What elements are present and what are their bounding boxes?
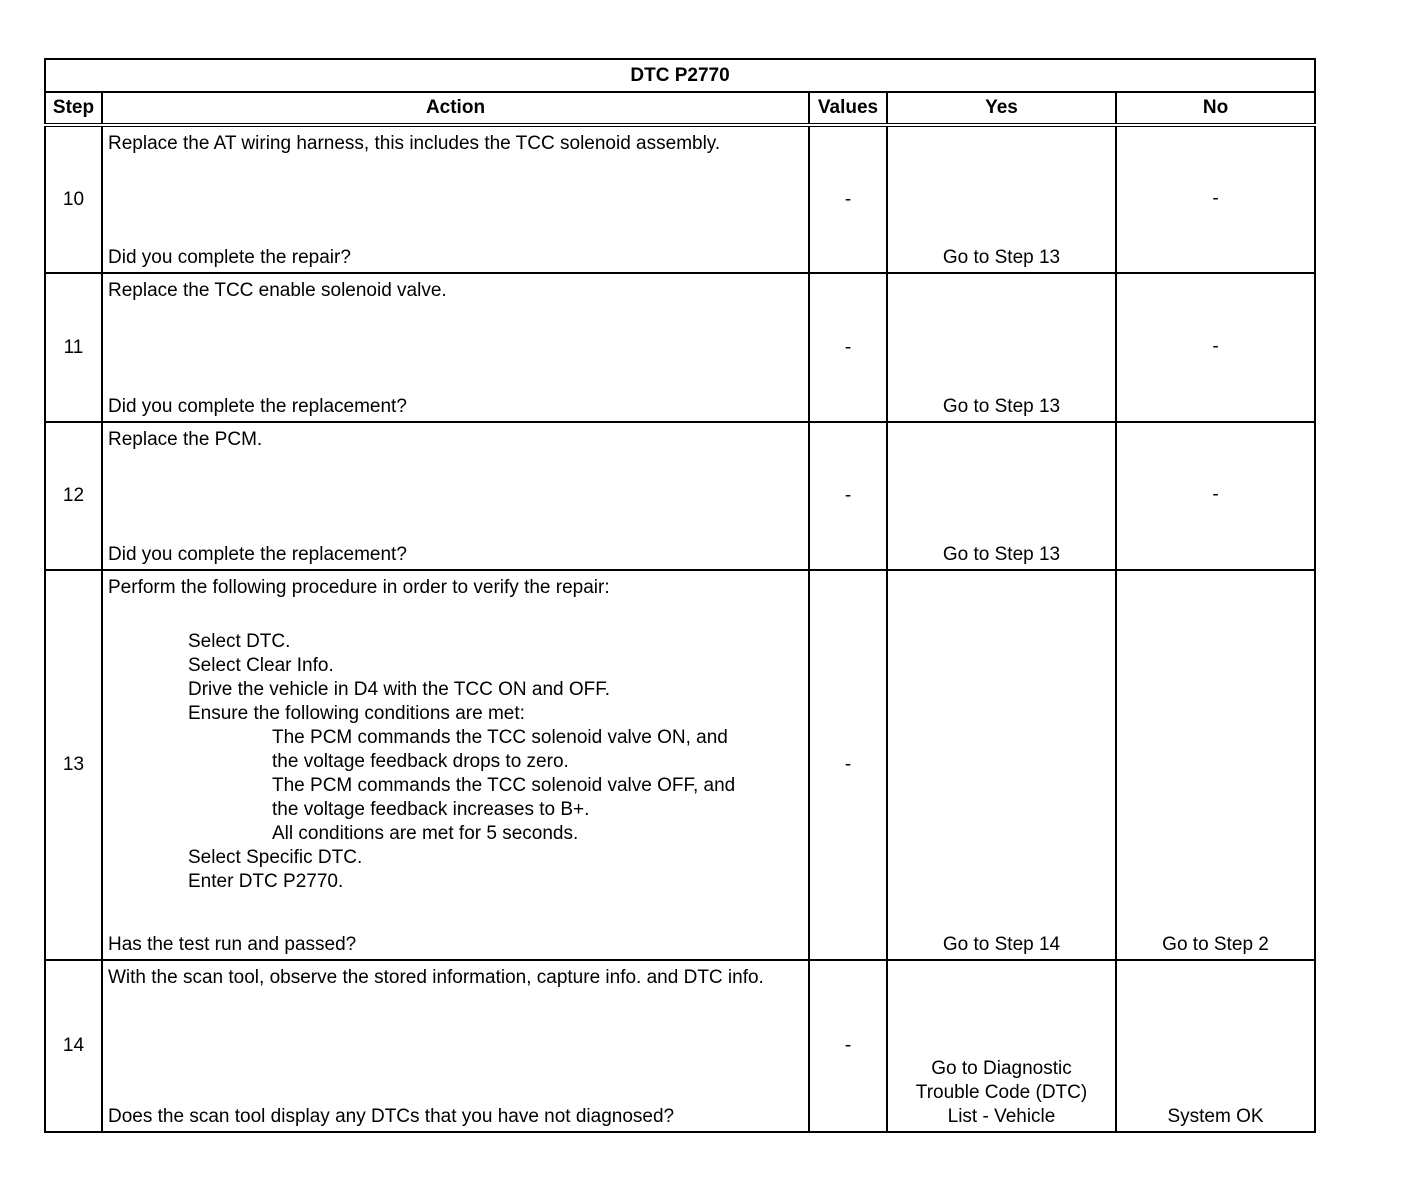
action-question: Does the scan tool display any DTCs that you have not diagnosed?	[108, 1106, 675, 1127]
action-question: Did you complete the replacement?	[108, 544, 407, 565]
yes-line: List - Vehicle	[947, 1106, 1056, 1127]
values-cell: -	[809, 960, 887, 1132]
no-cell: Go to Step 2	[1116, 570, 1315, 960]
action-question: Has the test run and passed?	[108, 934, 357, 955]
action-cell	[102, 273, 809, 422]
diagnostic-table	[44, 58, 1316, 1133]
procedure-condition: The PCM commands the TCC solenoid valve OFF, and	[272, 775, 736, 796]
procedure-condition: The PCM commands the TCC solenoid valve ON, and	[272, 727, 728, 748]
procedure-step: Ensure the following conditions are met:	[188, 703, 525, 724]
action-text: Replace the TCC enable solenoid valve.	[108, 280, 447, 301]
action-question: Did you complete the replacement?	[108, 396, 407, 417]
action-text: Perform the following procedure in order to verify the repair:	[108, 577, 610, 598]
action-cell	[102, 422, 809, 570]
table-row	[45, 570, 1315, 960]
table-row	[45, 125, 1315, 273]
step-number: 10	[45, 125, 102, 273]
procedure-step: Select Clear Info.	[188, 655, 334, 676]
yes-cell: Go to Step 13	[887, 273, 1116, 422]
no-cell: System OK	[1116, 960, 1315, 1132]
yes-cell: Go to Step 13	[887, 125, 1116, 273]
action-question: Did you complete the repair?	[108, 247, 351, 268]
step-number: 12	[45, 422, 102, 570]
action-cell	[102, 570, 809, 960]
header-action: Action	[102, 92, 809, 125]
action-text: With the scan tool, observe the stored information, capture info. and DTC info.	[108, 967, 764, 988]
procedure-step: Enter DTC P2770.	[188, 871, 344, 892]
values-cell: -	[809, 125, 887, 273]
procedure-condition: the voltage feedback increases to B+.	[272, 799, 590, 820]
no-cell: -	[1116, 273, 1315, 422]
diagnostic-table-container	[44, 58, 1314, 1133]
values-cell: -	[809, 273, 887, 422]
procedure-step: Select DTC.	[188, 631, 291, 652]
table-row	[45, 273, 1315, 422]
action-text: Replace the AT wiring harness, this includes the TCC solenoid assembly.	[108, 133, 721, 154]
header-yes: Yes	[887, 92, 1116, 125]
values-cell: -	[809, 570, 887, 960]
procedure-condition: All conditions are met for 5 seconds.	[272, 823, 579, 844]
step-number: 14	[45, 960, 102, 1132]
table-row	[45, 960, 1315, 1132]
yes-line: Go to Diagnostic	[931, 1058, 1072, 1079]
values-cell: -	[809, 422, 887, 570]
step-number: 13	[45, 570, 102, 960]
yes-cell	[887, 960, 1116, 1132]
header-step: Step	[45, 92, 102, 125]
yes-line: Trouble Code (DTC)	[915, 1082, 1088, 1103]
procedure-condition: the voltage feedback drops to zero.	[272, 751, 569, 772]
action-cell	[102, 960, 809, 1132]
yes-cell: Go to Step 13	[887, 422, 1116, 570]
procedure-step: Drive the vehicle in D4 with the TCC ON and OFF.	[188, 679, 611, 700]
action-cell	[102, 125, 809, 273]
procedure-step: Select Specific DTC.	[188, 847, 363, 868]
no-cell: -	[1116, 422, 1315, 570]
header-values: Values	[809, 92, 887, 125]
yes-cell: Go to Step 14	[887, 570, 1116, 960]
action-text: Replace the PCM.	[108, 429, 263, 450]
step-number: 11	[45, 273, 102, 422]
no-cell: -	[1116, 125, 1315, 273]
table-row	[45, 422, 1315, 570]
procedure-list	[188, 630, 803, 894]
header-no: No	[1116, 92, 1315, 125]
table-title: DTC P2770	[45, 59, 1315, 92]
